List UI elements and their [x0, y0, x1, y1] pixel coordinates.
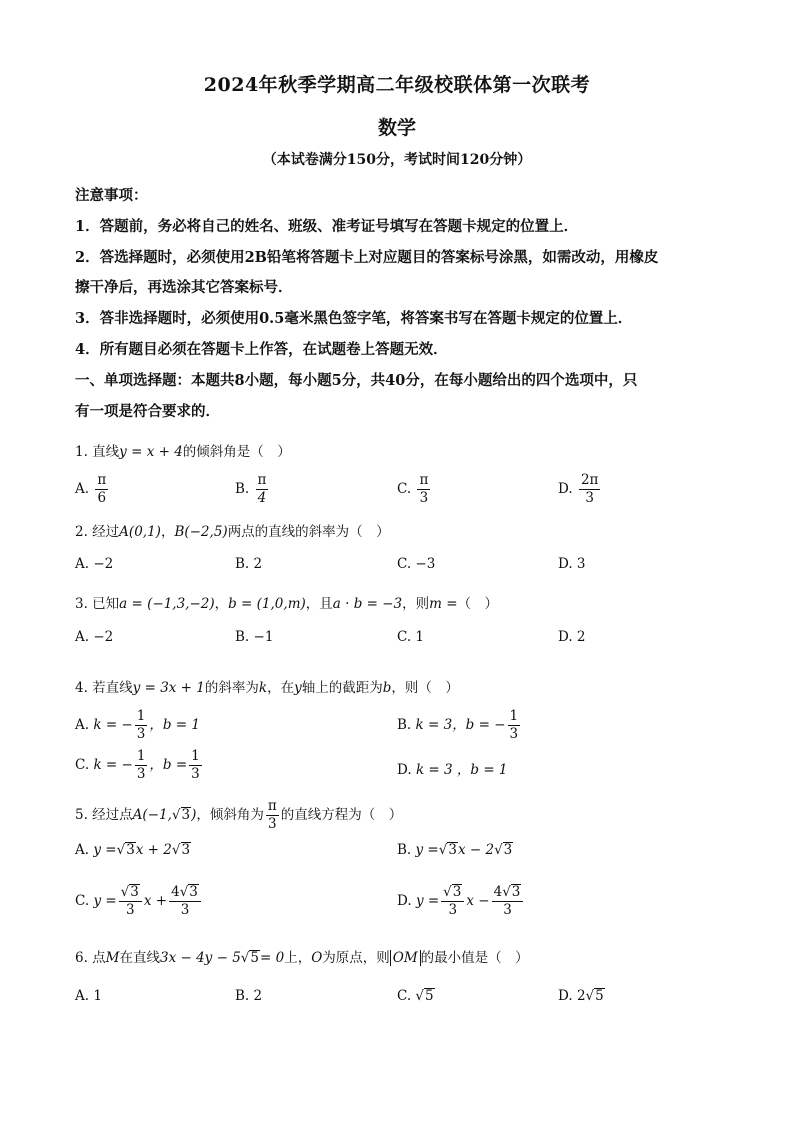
question-6: 6. 点M在直线3x − 4y − 5√5= 0上，O为原点，则 OM 的最小值是（ ）: [75, 950, 529, 966]
q5-point: A(−1,: [132, 807, 172, 823]
q4-b-frac: [508, 708, 521, 743]
section1-heading-cont: 有一项是符合要求的．: [75, 403, 220, 420]
exam-title: 2024年秋季学期高二年级校联体第一次联考: [203, 74, 591, 96]
q3-sep: ，: [214, 596, 229, 612]
question-3: [75, 592, 498, 612]
q1-c-num: π: [419, 472, 429, 488]
q4-a-label: A.: [75, 717, 90, 733]
q1-b-frac: [256, 472, 269, 507]
q5-d-lhs: y =: [415, 893, 440, 909]
q5-a-sqrt1: 3: [126, 842, 135, 858]
q6-option-d: D. 2√5: [558, 988, 604, 1004]
q5-d-den1: 3: [448, 902, 458, 918]
q4-expr: y = 3x + 1: [132, 680, 205, 696]
q1-option-d-label: D.: [558, 481, 573, 497]
q5-b-label: B.: [397, 842, 412, 858]
q5-a-label: A.: [75, 842, 90, 858]
q5-option-c: [75, 884, 203, 919]
q1-option-b-label: B.: [235, 481, 250, 497]
q5-c-num2: 3: [189, 884, 198, 900]
q5-prefix: 5. 经过点: [75, 807, 133, 823]
q4-c-frac1: [135, 748, 148, 783]
notice-item-4: 4．所有题目必须在答题卡上作答，在试题卷上答题无效．: [75, 341, 448, 358]
exam-note: （本试卷满分150分，考试时间120分钟）: [262, 152, 532, 168]
q2-point-b: B(−2,5): [174, 524, 228, 540]
q1-option-a: [75, 472, 110, 507]
q3-dot-product: a · b = −3: [332, 596, 403, 612]
q6-sqrt: 5: [250, 950, 259, 966]
q5-d-den2: 3: [503, 902, 512, 918]
q4-c-den2: 3: [191, 766, 200, 782]
q3-m: m =: [429, 596, 458, 612]
q1-a-num: π: [97, 472, 107, 488]
q4-option-b: [397, 708, 522, 743]
q4-b-label: B.: [397, 717, 412, 733]
q4-prefix: 4. 若直线: [75, 680, 133, 696]
q4-mid2: ，在: [267, 680, 295, 696]
q6-om: OM: [390, 950, 421, 966]
section1-heading: 一、单项选择题：本题共8小题，每小题5分，共40分，在每小题给出的四个选项中，只: [75, 372, 638, 389]
q1-option-d: [558, 472, 602, 507]
q6-option-a: A. 1: [75, 988, 102, 1004]
q4-a-den: 3: [136, 726, 146, 742]
q1-d-frac: [579, 472, 600, 507]
q5-d-label: D.: [397, 893, 412, 909]
q5-c-frac2: $\frac{4√3}{3}$: [169, 884, 201, 919]
q4-mid: 的斜率为: [204, 680, 259, 696]
q6-o: O: [311, 950, 323, 966]
q3-option-d: D. 2: [558, 629, 586, 645]
q5-c-den1: 3: [125, 902, 135, 918]
q1-c-frac: [417, 472, 430, 507]
q5-angle-den: 3: [268, 816, 277, 832]
q4-c-frac2: [189, 748, 202, 783]
q1-option-c: [397, 472, 432, 507]
q2-option-c: C. −3: [397, 556, 436, 572]
q1-d-den: 3: [585, 490, 594, 506]
q5-b-mid: x − 2: [457, 842, 495, 858]
question-5: [75, 798, 402, 833]
q2-prefix: 2. 经过: [75, 524, 120, 540]
q6-mid2: 上，: [284, 950, 312, 966]
notice-item-2: 2．答选择题时，必须使用2B铅笔将答题卡上对应题目的答案标号涂黑，如需改动，用橡皮: [75, 249, 659, 266]
q5-sqrt-value: 3: [181, 807, 191, 823]
q5-option-d: [397, 884, 525, 919]
q4-option-d: [397, 758, 508, 778]
q5-end: 的直线方程为（ ）: [280, 807, 403, 823]
q3-vector-b: b = (1,0,m): [228, 596, 306, 612]
q2-option-a: A. −2: [75, 556, 114, 572]
q4-b-k: k = 3: [415, 717, 453, 733]
q6-eq1: 3x − 4y − 5: [160, 950, 241, 966]
q4-mid3: 轴上的截距为: [301, 680, 383, 696]
q1-d-num: 2π: [580, 472, 599, 488]
q1-prefix: 1. 直线: [75, 444, 120, 460]
q6-mid: 在直线: [119, 950, 160, 966]
q1-option-c-label: C.: [397, 481, 412, 497]
q3-paren: （ ）: [457, 596, 499, 612]
q5-b-sqrt1: 3: [448, 842, 457, 858]
q1-b-num: π: [257, 472, 267, 488]
q5-d-frac2: $\frac{4√3}{3}$: [492, 884, 524, 919]
q1-expr: y = x + 4: [119, 444, 183, 460]
question-4: [75, 676, 459, 696]
q1-a-den: 6: [97, 490, 107, 506]
notice-item-2-cont: 擦干净后，再选涂其它答案标号．: [75, 279, 293, 296]
q5-mid: ，倾斜角为: [196, 807, 264, 823]
q6-d-coef: 2: [576, 988, 586, 1004]
q5-c-mid: x +: [143, 893, 168, 909]
q5-d-frac1: $\frac{√3}{3}$: [441, 884, 464, 919]
q2-option-b: B. 2: [235, 556, 263, 572]
q4-a-b: ，b = 1: [149, 717, 200, 733]
q4-d-label: D.: [397, 762, 412, 778]
q3-prefix: 3. 已知: [75, 596, 120, 612]
q5-b-sqrt2: 3: [503, 842, 513, 858]
q4-d-text: k = 3 ，b = 1: [415, 762, 508, 778]
q6-eq2: = 0: [260, 950, 285, 966]
q6-option-c: C. √5: [397, 988, 434, 1004]
q5-a-sqrt2: 3: [181, 842, 191, 858]
q3-option-c: C. 1: [397, 629, 425, 645]
q5-point-end: ): [191, 807, 197, 823]
q4-option-c: [75, 748, 204, 783]
q6-c-label: C.: [397, 988, 412, 1004]
q4-end: ，则（ ）: [391, 680, 459, 696]
q1-suffix: 的倾斜角是（ ）: [182, 444, 291, 460]
q5-c-frac1: $\frac{√3}{3}$: [119, 884, 142, 919]
q5-c-lhs: y =: [93, 893, 117, 909]
q5-d-num2: 3: [511, 884, 521, 900]
q5-angle-frac: [266, 798, 279, 833]
q1-option-a-label: A.: [75, 481, 90, 497]
q4-option-a: [75, 708, 200, 743]
q5-option-b: B. y =√3x − 2√3: [397, 842, 513, 858]
q4-c-b: ，b =: [149, 757, 188, 773]
question-2: [75, 520, 390, 540]
q6-mid3: 为原点，则: [322, 950, 390, 966]
question-1: [75, 440, 291, 460]
q3-option-b: B. −1: [235, 629, 274, 645]
q5-d-mid: x −: [466, 893, 490, 909]
q4-b: b: [382, 680, 392, 696]
q3-vector-a: a = (−1,3,−2): [119, 596, 215, 612]
q1-c-den: 3: [419, 490, 429, 506]
q5-c-den2: 3: [180, 902, 190, 918]
subject-title: 数学: [377, 117, 416, 139]
q3-mid: ，且: [305, 596, 333, 612]
q2-option-d: D. 3: [558, 556, 586, 572]
q6-d-label: D.: [558, 988, 573, 1004]
q2-sep: ，: [160, 524, 175, 540]
q4-b-b: ，b = −: [452, 717, 506, 733]
q4-c-num1: 1: [136, 748, 146, 764]
q5-c-label: C.: [75, 893, 90, 909]
q2-point-a: A(0,1): [119, 524, 161, 540]
q4-c-den1: 3: [136, 766, 146, 782]
q4-c-label: C.: [75, 757, 90, 773]
q1-b-den: 4: [257, 490, 267, 506]
q6-end: 的最小值是（ ）: [420, 950, 529, 966]
q5-option-a: A. y =√3x + 2√3: [75, 842, 191, 858]
q5-angle-num: π: [267, 798, 277, 814]
q6-prefix: 6. 点: [75, 950, 106, 966]
q4-a-frac: [135, 708, 148, 743]
q6-d-sqrt: 5: [595, 988, 604, 1004]
q4-y: y: [294, 680, 302, 696]
q5-a-mid: x + 2: [135, 842, 172, 858]
q5-a-lhs: y =: [93, 842, 117, 858]
q6-c-sqrt: 5: [425, 988, 434, 1004]
q5-d-num1: 3: [452, 884, 462, 900]
q5-b-lhs: y =: [415, 842, 439, 858]
q5-c-num2-coef: 4: [171, 884, 180, 900]
q6-m: M: [105, 950, 120, 966]
q3-end: ，则: [402, 596, 430, 612]
q5-d-num2-coef: 4: [493, 884, 503, 900]
q2-suffix: 两点的直线的斜率为（ ）: [227, 524, 390, 540]
q5-sqrt: √3: [171, 807, 191, 823]
q4-a-k: k = −: [93, 717, 133, 733]
q4-b-den: 3: [509, 726, 519, 742]
q4-b-num: 1: [509, 708, 519, 724]
q4-c-k: k = −: [93, 757, 133, 773]
q4-a-num: 1: [136, 708, 146, 724]
notice-item-3: 3．答非选择题时，必须使用0.5毫米黑色签字笔，将答案书写在答题卡规定的位置上．: [75, 310, 633, 327]
q3-option-a: A. −2: [75, 629, 114, 645]
q4-c-num2: 1: [191, 748, 200, 764]
q6-option-b: B. 2: [235, 988, 263, 1004]
q4-k: k: [258, 680, 268, 696]
q5-c-num1: 3: [130, 884, 139, 900]
notice-heading: 注意事项：: [75, 187, 148, 204]
notice-item-1: 1．答题前，务必将自己的姓名、班级、准考证号填写在答题卡规定的位置上．: [75, 218, 579, 235]
q1-a-frac: [95, 472, 108, 507]
q1-option-b: [235, 472, 270, 507]
